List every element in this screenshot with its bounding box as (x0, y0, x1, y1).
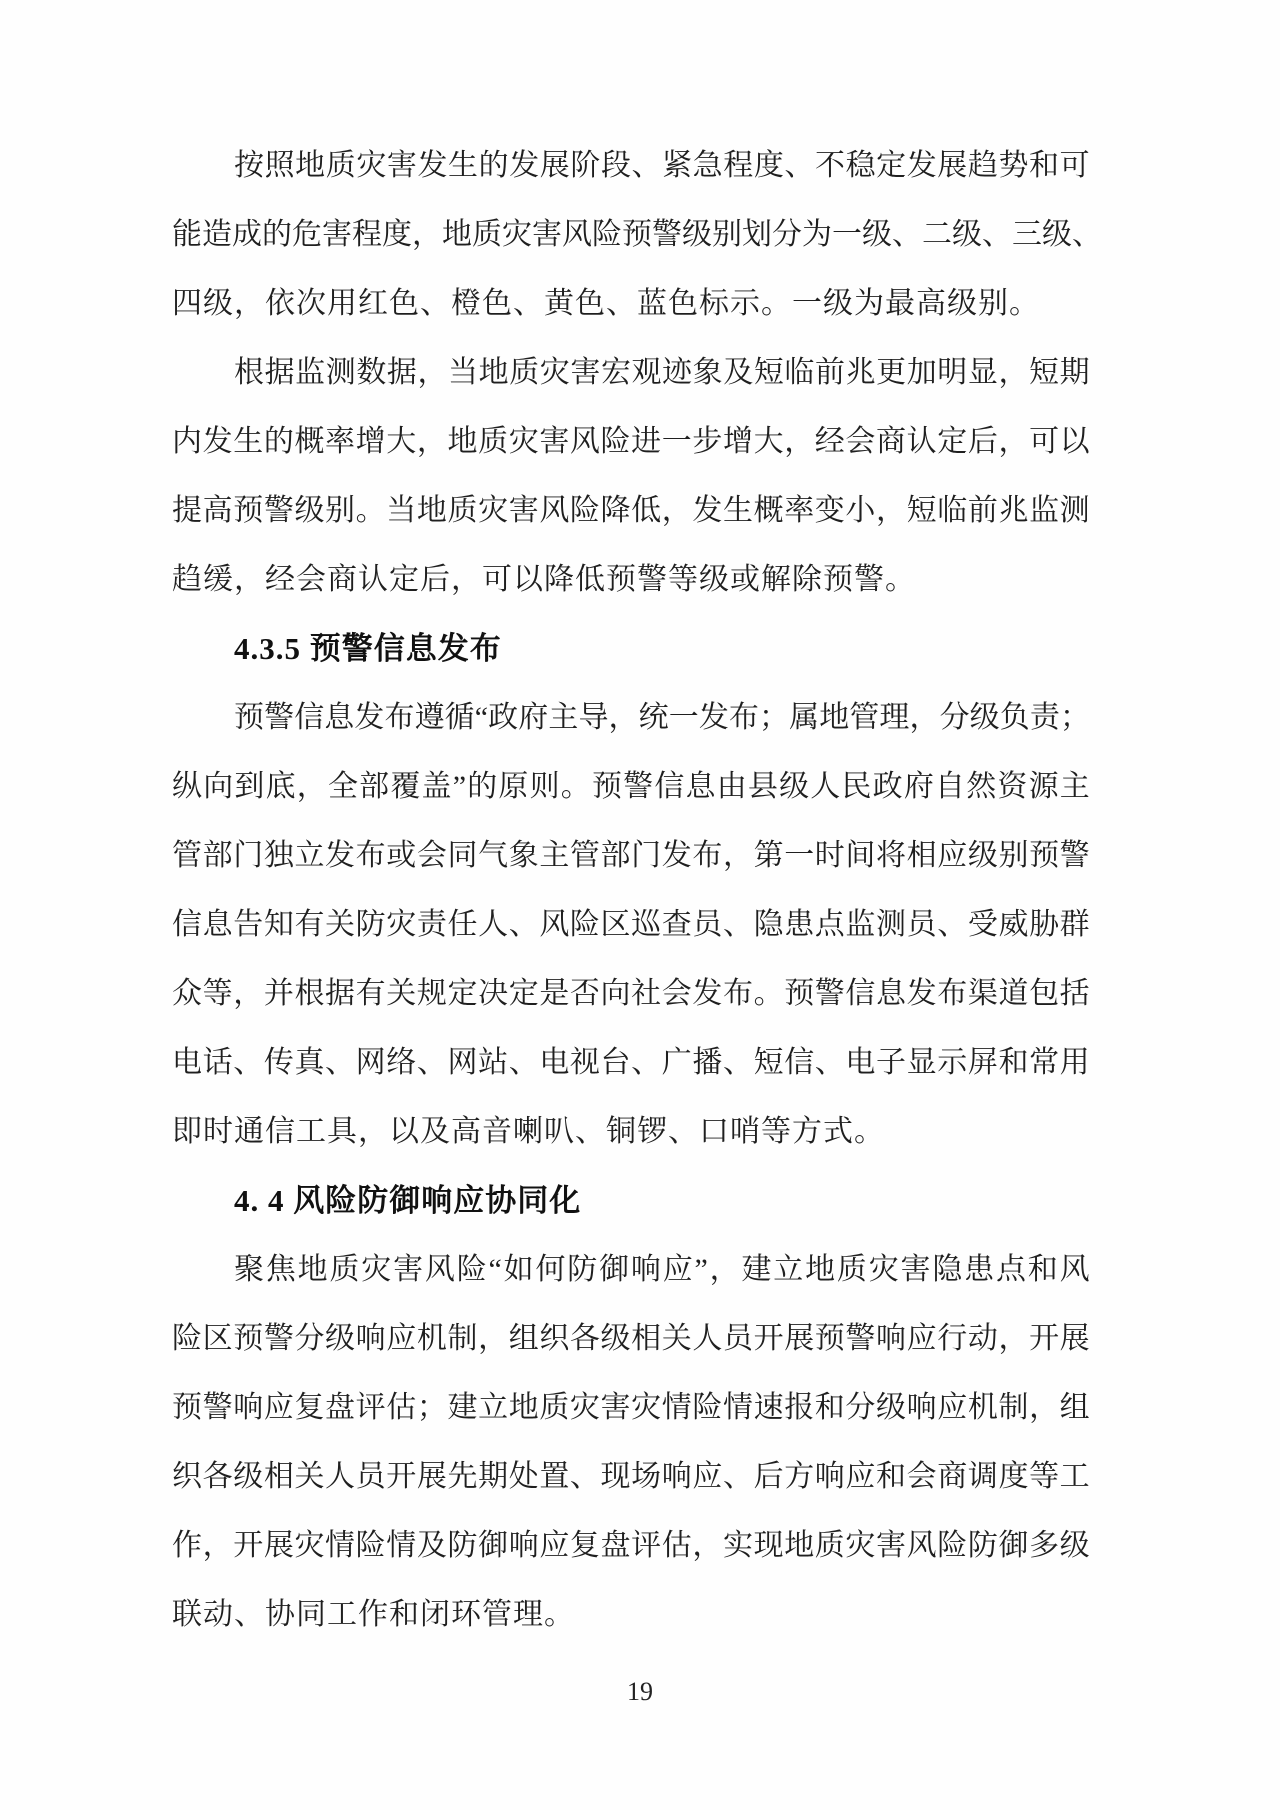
text-line: 趋缓，经会商认定后，可以降低预警等级或解除预警。 (172, 563, 916, 596)
text-line: 聚 焦 地 质 灾 害 风 险 “ 如 何 防 御 响 应 ” ， 建 立 地 质 灾 害 隐 患 点 和 风 (234, 1253, 1090, 1286)
text-line: 内 发 生 的 概 率 增 大 ， 地 质 灾 害 风 险 进 一 步 增 大 ， 经 会 商 认 定 后 ， 可 以 (172, 425, 1090, 458)
text-line: 预 警 响 应 复 盘 评 估 ； 建 立 地 质 灾 害 灾 情 险 情 速 报 和 分 级 响 应 机 制 ， 组 (172, 1391, 1090, 1424)
text-line: 信 息 告 知 有 关 防 灾 责 任 人 、 风 险 区 巡 查 员 、 隐 患 点 监 测 员 、 受 威 胁 群 (172, 908, 1090, 941)
text-line: 织 各 级 相 关 人 员 开 展 先 期 处 置 、 现 场 响 应 、 后 方 响 应 和 会 商 调 度 等 工 (172, 1460, 1090, 1493)
text-line: 四级，依次用红色、橙色、黄色、蓝色标示。一级为最高级别。 (172, 287, 1040, 320)
text-line: 联动、协同工作和闭环管理。 (172, 1598, 575, 1631)
text-line: 能 造 成 的 危 害 程 度 ， 地 质 灾 害 风 险 预 警 级 别 划 分 为 一 级 、 二 级 、 三 级 、 (172, 218, 1102, 251)
page-number: 19 (627, 1677, 653, 1706)
text-line: 管 部 门 独 立 发 布 或 会 同 气 象 主 管 部 门 发 布 ， 第 一 时 间 将 相 应 级 别 预 警 (172, 839, 1090, 872)
text-line: 纵 向 到 底 ， 全 部 覆 盖 ” 的 原 则 。 预 警 信 息 由 县 级 人 民 政 府 自 然 资 源 主 (172, 770, 1090, 803)
text-line: 按 照 地 质 灾 害 发 生 的 发 展 阶 段 、 紧 急 程 度 、 不 稳 定 发 展 趋 势 和 可 (234, 149, 1090, 182)
text-line: 险 区 预 警 分 级 响 应 机 制 ， 组 织 各 级 相 关 人 员 开 展 预 警 响 应 行 动 ， 开 展 (172, 1322, 1090, 1355)
section-heading: 4.3.5 预警信息发布 (234, 631, 502, 666)
text-line: 即时通信工具，以及高音喇叭、铜锣、口哨等方式。 (172, 1115, 885, 1148)
document-body (172, 131, 1102, 1649)
text-line: 作 ， 开 展 灾 情 险 情 及 防 御 响 应 复 盘 评 估 ， 实 现 地 质 灾 害 风 险 防 御 多 级 (172, 1529, 1090, 1562)
text-line: 根 据 监 测 数 据 ， 当 地 质 灾 害 宏 观 迹 象 及 短 临 前 兆 更 加 明 显 ， 短 期 (234, 356, 1090, 389)
text-line: 提 高 预 警 级 别 。 当 地 质 灾 害 风 险 降 低 ， 发 生 概 率 变 小 ， 短 临 前 兆 监 测 (172, 494, 1090, 527)
text-line: 电 话 、 传 真 、 网 络 、 网 站 、 电 视 台 、 广 播 、 短 信 、 电 子 显 示 屏 和 常 用 (172, 1046, 1090, 1079)
text-line: 预 警 信 息 发 布 遵 循 “ 政 府 主 导 ， 统 一 发 布 ； 属 地 管 理 ， 分 级 负 责 ； (234, 701, 1090, 734)
text-line: 众 等 ， 并 根 据 有 关 规 定 决 定 是 否 向 社 会 发 布 。 预 警 信 息 发 布 渠 道 包 括 (172, 977, 1090, 1010)
section-heading: 4. 4 风险防御响应协同化 (234, 1183, 582, 1218)
